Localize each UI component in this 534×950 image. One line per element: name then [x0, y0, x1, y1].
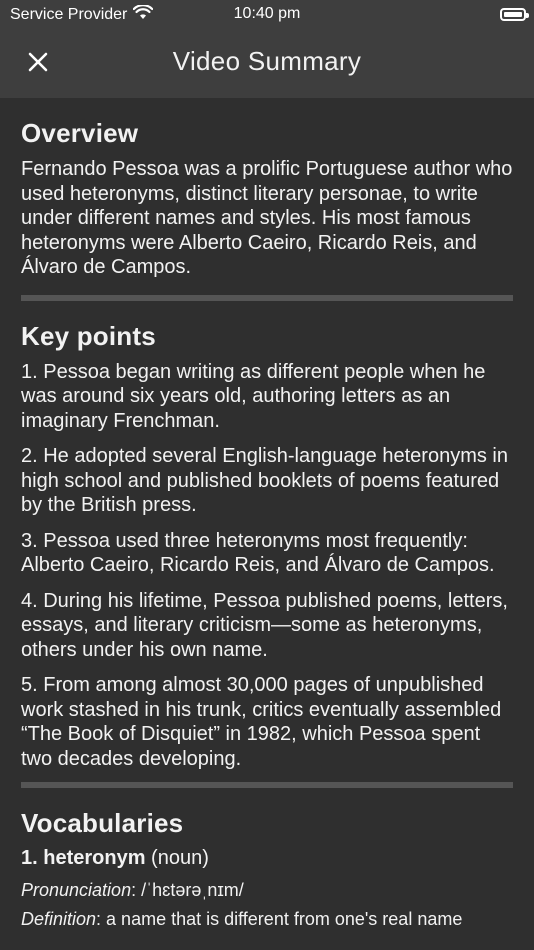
section-divider — [21, 295, 513, 301]
nav-header — [0, 30, 534, 98]
page-title: Video Summary — [172, 46, 362, 76]
key-points-title: Key points — [21, 320, 156, 351]
key-point-item: 4. During his lifetime, Pessoa published poems, letters, essays, and literary criticism—some as heteronyms, others under his own name. — [21, 589, 508, 661]
pronunciation-value: : /ˈhɛtərəˌnɪm/ — [131, 880, 244, 900]
status-bar — [0, 0, 534, 30]
vocab-part-of-speech: (noun) — [145, 847, 209, 869]
vocabularies-title: Vocabularies — [21, 808, 184, 838]
key-point-item: 3. Pessoa used three heteronyms most frequently: Alberto Caeiro, Ricardo Reis, and Álvaro de Campos. — [21, 529, 495, 576]
overview-title: Overview — [21, 118, 139, 148]
vocab-item-heading — [21, 847, 513, 870]
vocab-word: 1. heteronym — [21, 847, 146, 869]
overview-text: Fernando Pessoa was a prolific Portuguese author who used heteronyms, distinct literary personae, to write under different names and styles. His most famous heteronyms were Alberto Caeiro, Ricardo Reis, and Álvaro de Campos. — [21, 158, 513, 278]
key-point-item: 5. From among almost 30,000 pages of unpublished work stashed in his trunk, critics eventually assembled “The Book of Disquiet” in 1982, which Pessoa spent two decades developing. — [21, 674, 502, 770]
battery-icon — [500, 8, 526, 21]
pronunciation-label: Pronunciation — [21, 880, 132, 900]
summary-content[interactable] — [0, 98, 534, 950]
definition-label: Definition — [21, 909, 97, 929]
key-point-item: 2. He adopted several English-language heteronyms in high school and published booklets of poems featured by the British press. — [21, 445, 508, 516]
carrier-label: Service Provider — [10, 6, 128, 23]
vocab-pronunciation — [21, 880, 513, 901]
vocab-definition — [21, 909, 513, 930]
key-point-item: 1. Pessoa began writing as different people when he was around six years old, authoring letters as an imaginary Frenchman. — [21, 360, 486, 432]
definition-value: : a name that is different from one's real name — [96, 909, 463, 929]
status-time: 10:40 pm — [233, 5, 301, 22]
section-divider — [21, 782, 513, 788]
